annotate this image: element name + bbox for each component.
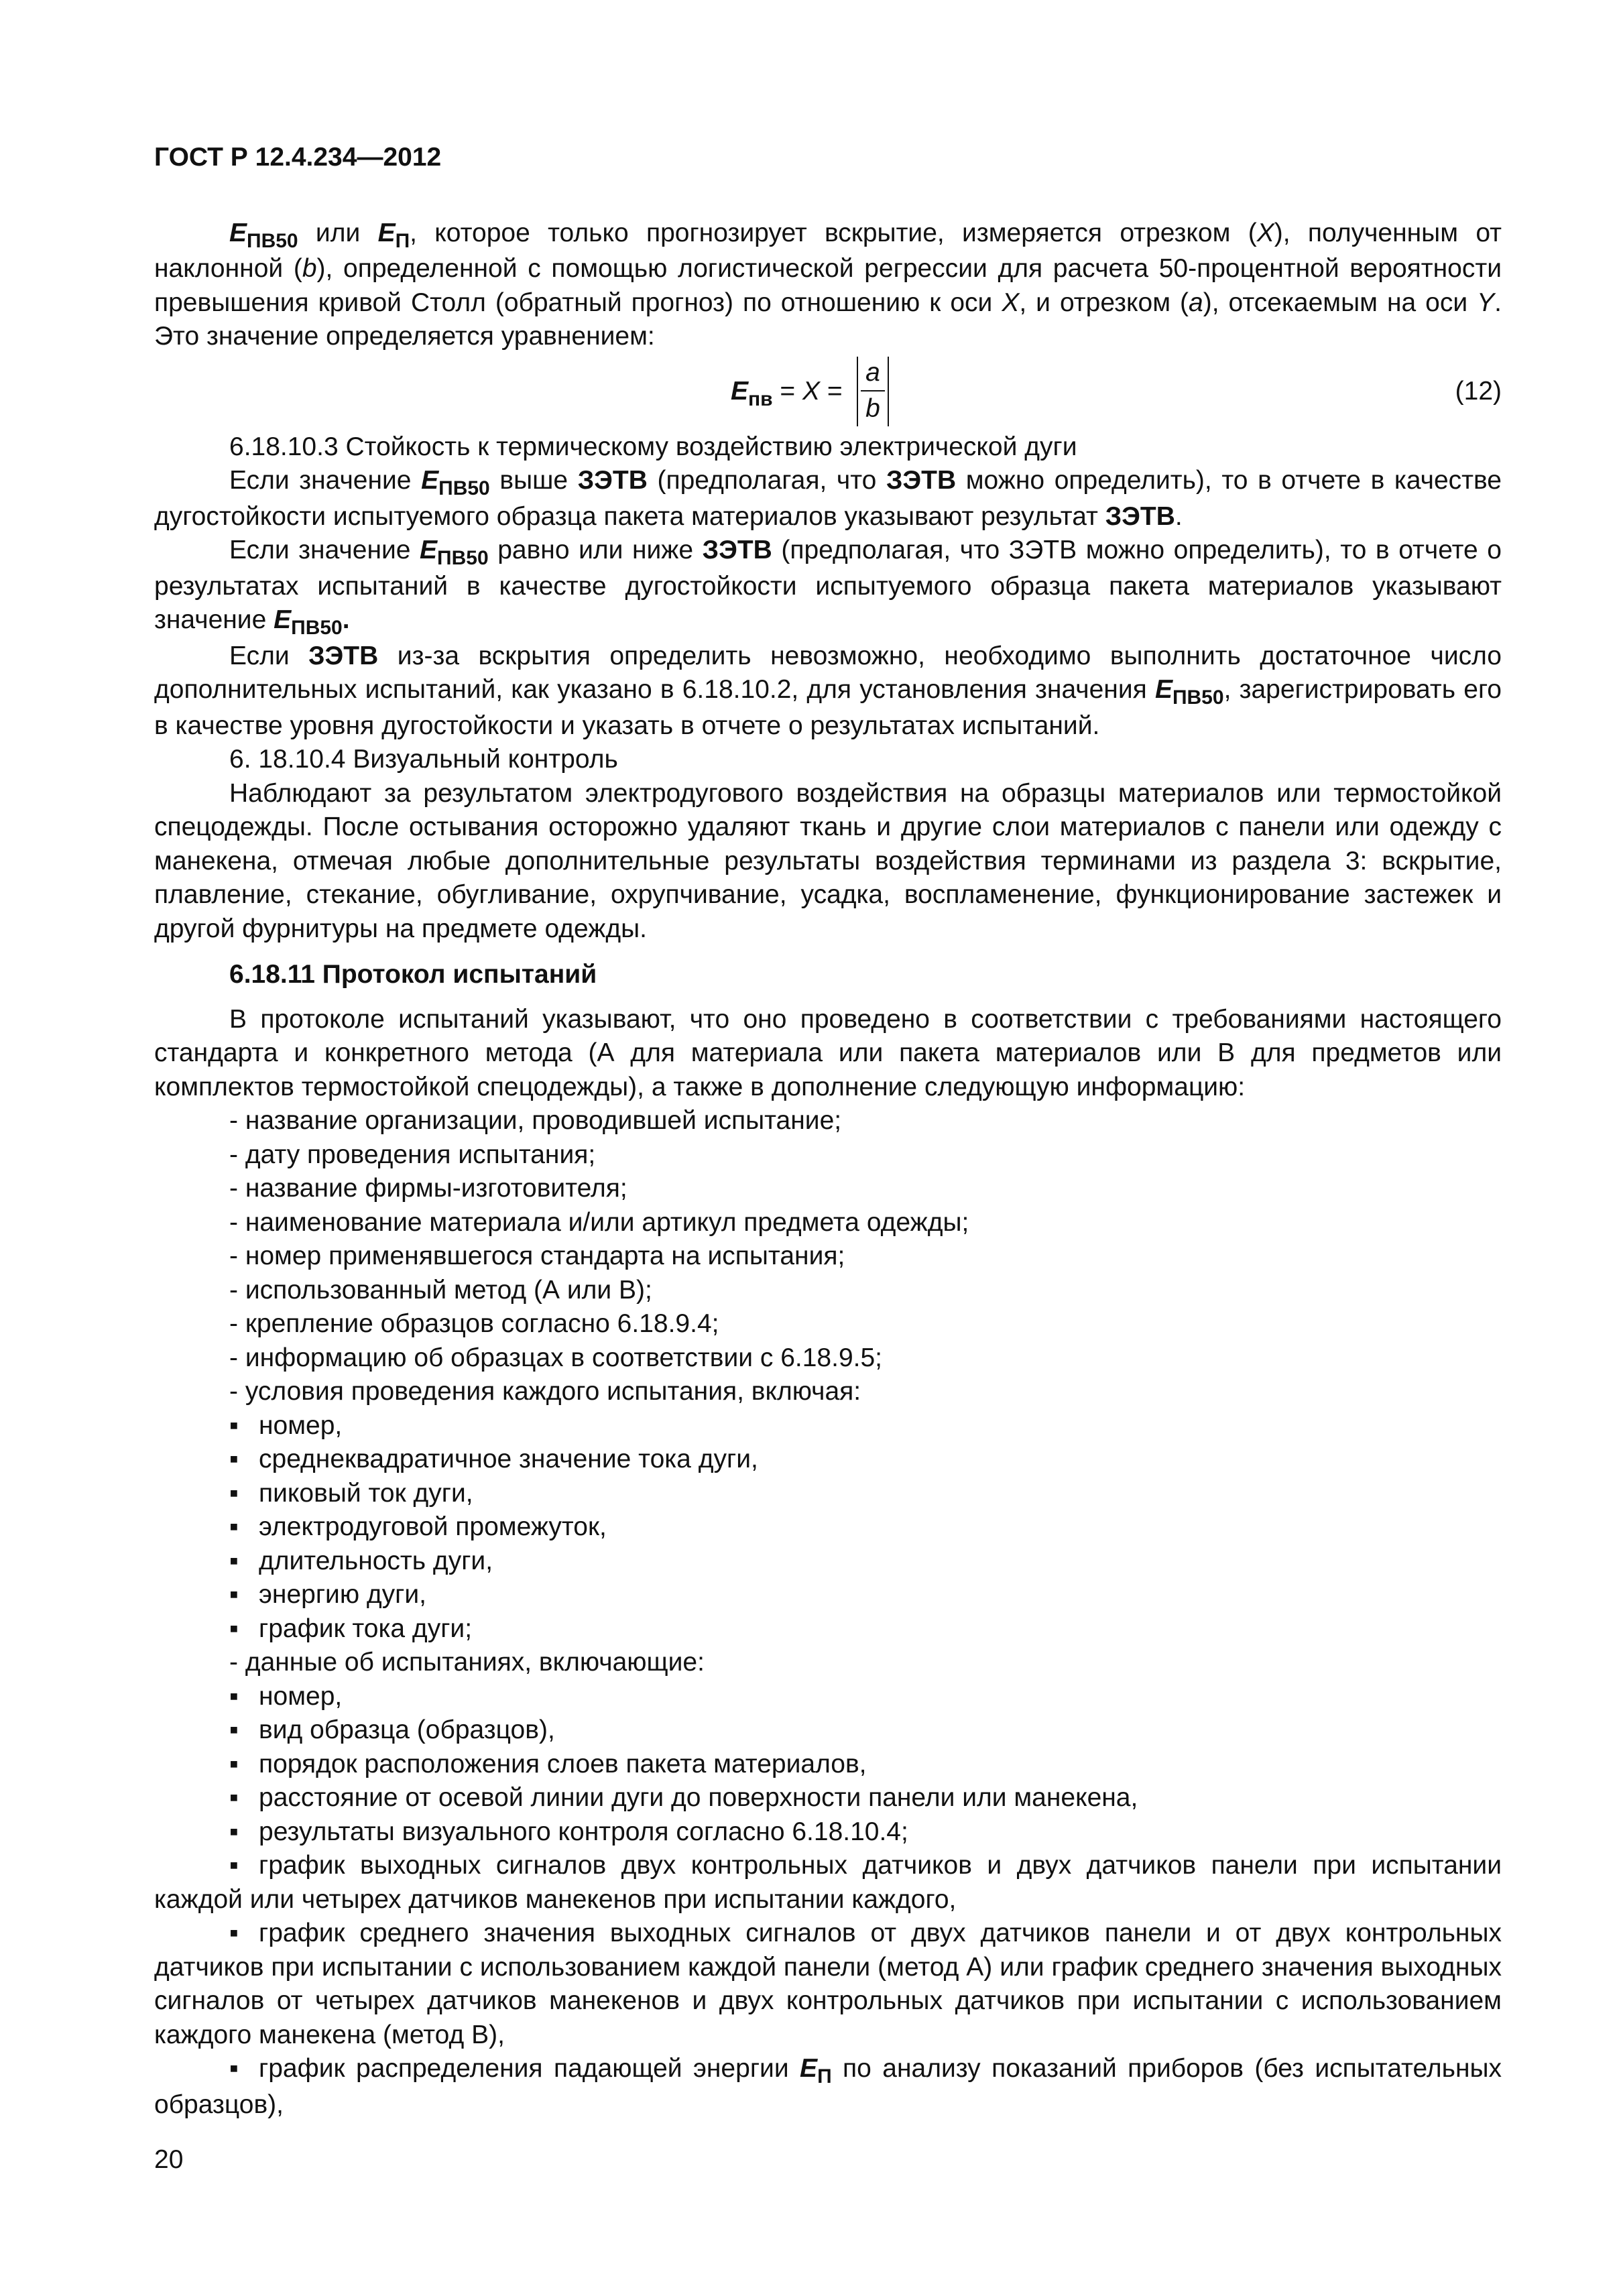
paragraph-above-threshold: Если значение $E_{ПВ50}$ выше ЗЭТВ (предполагая, что ЗЭТВ можно определить), то в отчете в качестве дугостойкости испытуемого образца пакета материалов указывают результат ЗЭТВ.: [154, 466, 1502, 531]
bullet-icon: ▪: [229, 1681, 239, 1711]
list-item: ▪ энергию дуги,: [154, 1578, 1502, 1612]
bullet-icon: ▪: [229, 1512, 239, 1541]
document-page: [154, 141, 1502, 2122]
bullet-icon: ▪: [229, 1851, 239, 1880]
document-header: ГОСТ Р 12.4.234—2012: [154, 143, 442, 172]
bullet-icon: ▪: [229, 2054, 239, 2083]
list-item: ▪ среднеквадратичное значение тока дуги,: [154, 1443, 1502, 1477]
section-title-6-18-11: 6.18.11 Протокол испытаний: [229, 960, 597, 989]
list-item: - использованный метод (А или В);: [229, 1275, 652, 1305]
bullet-icon: ▪: [229, 1478, 239, 1508]
bullet-icon: ▪: [229, 1715, 239, 1744]
list-item: ▪ график тока дуги;: [154, 1612, 1502, 1646]
list-item: - название организации, проводившей испытание;: [229, 1106, 842, 1135]
list-item: ▪ номер,: [154, 1680, 1502, 1714]
list-item: - номер применявшегося стандарта на испытания;: [229, 1242, 845, 1270]
paragraph-visual-inspection: Наблюдают за результатом электродугового воздействия на образцы материалов или термостойкой спецодежды. После остывания осторожно удаляют ткань и другие слои материалов с панели или одежду с манекена, отмечая любые дополнительные результаты воздействия терминами из раздела 3: вскрытие, плавление, стекание, обугливание, охрупчивание, усадка, воспламенение, функционирование застежек и другой фурнитуры на предмете одежды.: [154, 778, 1502, 943]
list-item: ▪ результаты визуального контроля согласно 6.18.10.4;: [154, 1815, 1502, 1850]
bullet-icon: ▪: [229, 1410, 239, 1440]
list-item: - информацию об образцах в соответствии с 6.18.9.5;: [229, 1343, 882, 1372]
report-dash-list: [154, 1104, 1502, 1409]
list-item: ▪ вид образца (образцов),: [154, 1713, 1502, 1748]
list-item: ▪ пиковый ток дуги,: [154, 1477, 1502, 1511]
list-item: - крепление образцов согласно 6.18.9.4;: [229, 1309, 719, 1338]
list-item: - наименование материала и/или артикул предмета одежды;: [229, 1207, 969, 1237]
paragraph-epv-definition: $E_{ПВ50}$ или $E_П$, которое только прогнозирует вскрытие, измеряется отрезком (X), полученным от наклонной (b), определенной с помощью логистической регрессии для расчета 50-процентной вероятности превышения кривой Столл (обратный прогноз) по отношению к оси X, и отрезком (a), отсекаемым на оси Y. Это значение определяется уравнением:: [154, 218, 1502, 351]
fraction-bar: [861, 390, 885, 391]
test-conditions-list: [154, 1409, 1502, 1646]
equation-number: (12): [1455, 376, 1502, 406]
equation-lhs: $E_{пв} = X$ =: [731, 376, 843, 410]
list-item: ▪ порядок расположения слоев пакета материалов,: [154, 1748, 1502, 1782]
list-item: ▪ номер,: [154, 1409, 1502, 1443]
list-item: ▪ график среднего значения выходных сигналов от двух датчиков панели и от двух контрольных датчиков при испытании с использованием каждой панели (метод А) или график среднего значения выходных сигналов от четырех датчиков манекенов и двух контрольных датчиков при испытании с использованием каждого манекена (метод В),: [154, 1917, 1502, 2052]
list-item: ▪ расстояние от осевой линии дуги до поверхности панели или манекена,: [154, 1781, 1502, 1815]
paragraph-below-threshold: Если значение $E_{ПВ50}$ равно или ниже ЗЭТВ (предполагая, что ЗЭТВ можно определить), то в отчете о результатах испытаний в качестве дугостойкости испытуемого образца пакета материалов указывают значение $E_{ПВ50}$.: [154, 536, 1502, 639]
bullet-icon: ▪: [229, 1817, 239, 1846]
subsection-title-6-18-10-4: 6. 18.10.4 Визуальный контроль: [229, 745, 618, 774]
bullet-icon: ▪: [229, 1919, 239, 1947]
list-item: - условия проведения каждого испытания, включая:: [229, 1377, 861, 1406]
bullet-icon: ▪: [229, 1783, 239, 1812]
equation-abs-fraction: [857, 357, 889, 426]
list-item: - дату проведения испытания;: [229, 1140, 596, 1169]
bullet-icon: ▪: [229, 1546, 239, 1575]
list-item: - название фирмы-изготовителя;: [229, 1174, 627, 1203]
bullet-icon: ▪: [229, 1580, 239, 1609]
bullet-icon: ▪: [229, 1614, 239, 1643]
subsection-title-6-18-10-3: 6.18.10.3 Стойкость к термическому воздействию электрической дуги: [229, 432, 1077, 461]
test-data-list: [154, 1680, 1502, 2122]
fraction-denominator: b: [865, 394, 880, 423]
equation-12: [154, 357, 1502, 426]
list-item: ▪ график выходных сигналов двух контрольных датчиков и двух датчиков панели при испытании каждой или четырех датчиков манекенов при испытании каждого,: [154, 1849, 1502, 1917]
bullet-icon: ▪: [229, 1749, 239, 1778]
list-item: ▪ длительность дуги,: [154, 1545, 1502, 1579]
fraction-numerator: a: [865, 357, 880, 387]
paragraph-undetermined: Если ЗЭТВ из-за вскрытия определить невозможно, необходимо выполнить достаточное число дополнительных испытаний, как указано в 6.18.10.2, для установления значения $E_{ПВ50}$, зарегистрировать его в качестве уровня дугостойкости и указать в отчете о результатах испытаний.: [154, 641, 1502, 740]
page-number: 20: [154, 2145, 184, 2174]
list-item: ▪ электродуговой промежуток,: [154, 1510, 1502, 1545]
list-item: ▪ график распределения падающей энергии $E_П$ по анализу показаний приборов (без испытательных образцов),: [154, 2052, 1502, 2122]
paragraph-report-intro: В протоколе испытаний указывают, что оно проведено в соответствии с требованиями настоящего стандарта и конкретного метода (А для материала или пакета материалов или В для предметов или комплектов термостойкой спецодежды), а также в дополнение следующую информацию:: [154, 1004, 1502, 1101]
test-data-intro: - данные об испытаниях, включающие:: [229, 1648, 705, 1677]
bullet-icon: ▪: [229, 1445, 239, 1473]
